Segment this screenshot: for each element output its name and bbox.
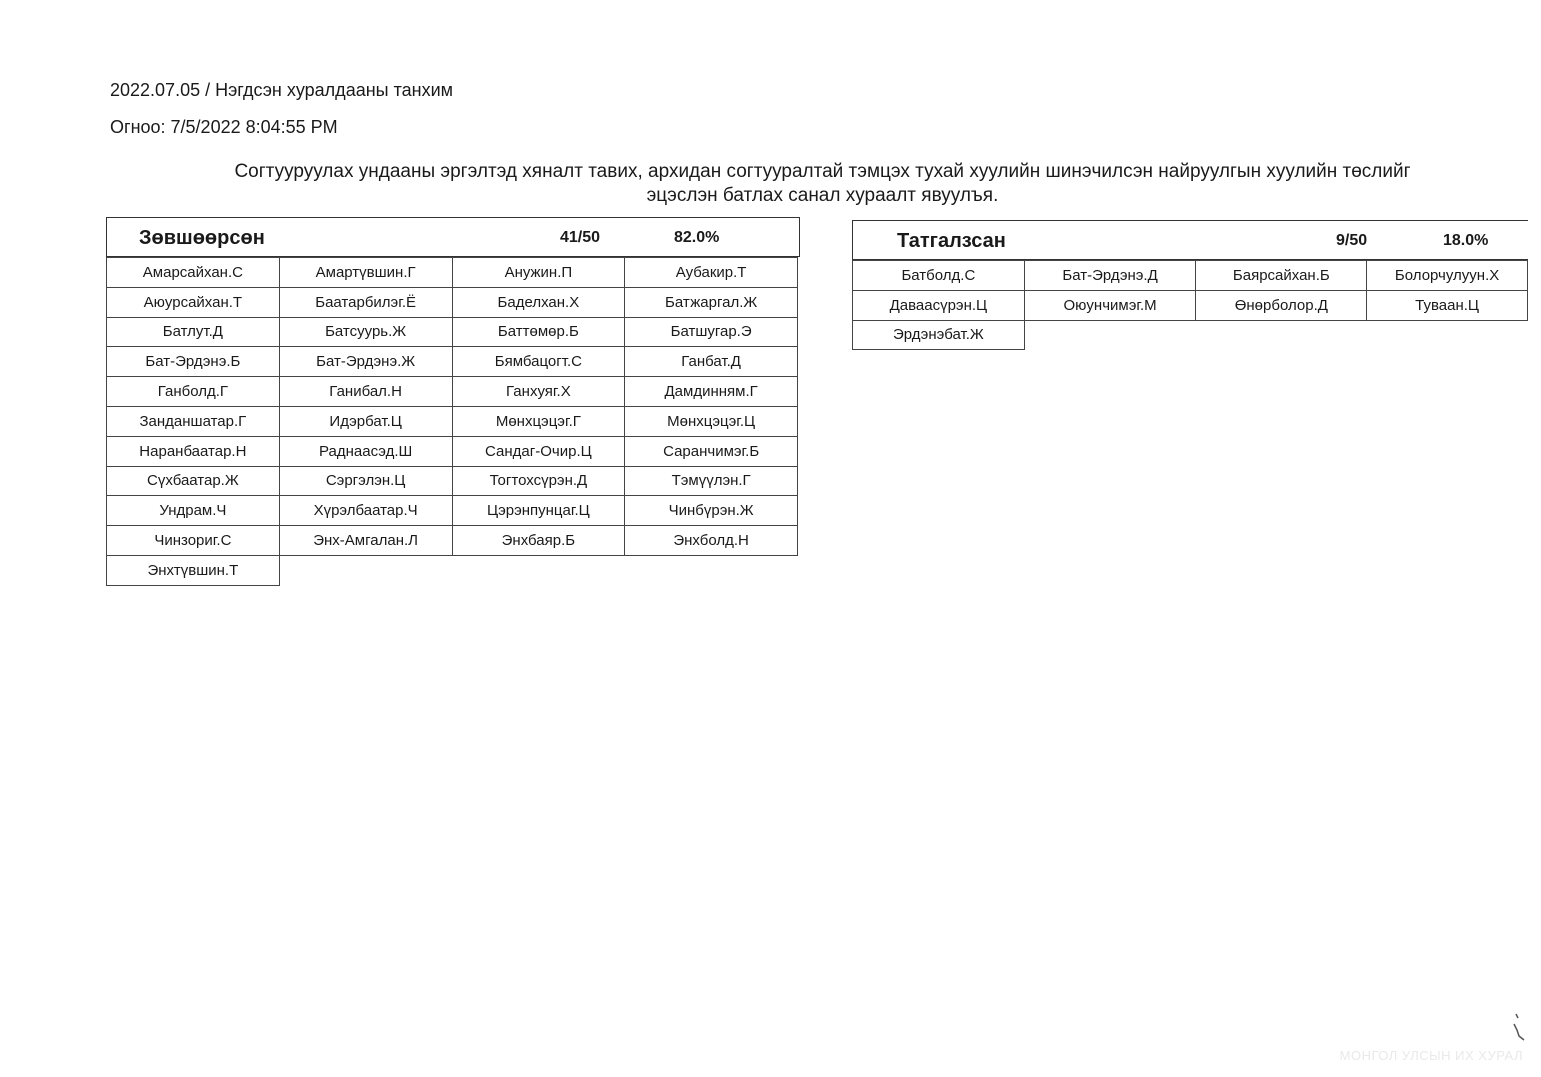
table-row [107,555,798,585]
rejected-label: Татгалзсан [897,230,1006,252]
table-row [107,496,798,526]
empty-cell [1196,320,1367,350]
member-name: Батболд.С [853,261,1025,291]
member-name: Мөнхцэцэг.Ц [625,406,798,436]
member-name: Батжаргал.Ж [625,287,798,317]
member-name: Цэрэнпунцаг.Ц [452,496,625,526]
table-row [107,436,798,466]
member-name: Болорчулуун.Х [1367,261,1528,291]
member-name: Энхтүвшин.Т [107,555,280,585]
empty-cell [625,555,798,585]
table-row [853,290,1528,320]
member-name: Оюунчимэг.М [1024,290,1196,320]
member-name: Тэмүүлэн.Г [625,466,798,496]
table-row [107,526,798,556]
member-name: Энхболд.Н [625,526,798,556]
member-name: Идэрбат.Ц [279,406,452,436]
member-name: Бат-Эрдэнэ.Б [107,347,280,377]
member-name: Өнөрболор.Д [1196,290,1367,320]
member-name: Аюурсайхан.Т [107,287,280,317]
member-name: Тогтохсүрэн.Д [452,466,625,496]
member-name: Сэргэлэн.Ц [279,466,452,496]
member-name: Баярсайхан.Б [1196,261,1367,291]
member-name: Батсуурь.Ж [279,317,452,347]
table-row [107,347,798,377]
member-name: Занданшатар.Г [107,406,280,436]
member-name: Чинзориг.С [107,526,280,556]
table-row [107,406,798,436]
member-name: Ундрам.Ч [107,496,280,526]
member-name: Баделхан.Х [452,287,625,317]
member-name: Ганибал.Н [279,377,452,407]
member-name: Сүхбаатар.Ж [107,466,280,496]
approved-count: 41/50 [560,229,601,246]
rejected-percent: 18.0% [1443,232,1489,249]
approved-header [106,217,800,257]
member-name: Бямбацогт.С [452,347,625,377]
member-name: Хүрэлбаатар.Ч [279,496,452,526]
member-name: Анужин.П [452,258,625,288]
approved-percent: 82.0% [674,229,720,246]
member-name: Дамдинням.Г [625,377,798,407]
member-name: Ганболд.Г [107,377,280,407]
table-row [853,261,1528,291]
rejected-header [852,220,1528,260]
vote-title-line-1: Согтууруулах ундааны эргэлтэд хяналт тавих, архидан согтууралтай тэмцэх тухай хуулийн шинэчилсэн найруулгын хуулийн төслийг [234,161,1411,182]
member-name: Чинбүрэн.Ж [625,496,798,526]
member-name: Туваан.Ц [1367,290,1528,320]
member-name: Даваасүрэн.Ц [853,290,1025,320]
empty-cell [1024,320,1196,350]
vote-title-line-2: эцэслэн батлах санал хураалт явуулъя. [646,185,999,206]
member-name: Эрдэнэбат.Ж [853,320,1025,350]
member-name: Раднаасэд.Ш [279,436,452,466]
empty-cell [1367,320,1528,350]
member-name: Наранбаатар.Н [107,436,280,466]
member-name: Баатарбилэг.Ё [279,287,452,317]
member-name: Амарсайхан.С [107,258,280,288]
empty-cell [452,555,625,585]
session-info: 2022.07.05 / Нэгдсэн хуралдааны танхим [110,80,454,100]
member-name: Амартүвшин.Г [279,258,452,288]
member-name: Батшугар.Э [625,317,798,347]
member-name: Батлут.Д [107,317,280,347]
table-row [107,287,798,317]
date-line: Огноо: 7/5/2022 8:04:55 PM [110,117,338,137]
member-name: Сандаг-Очир.Ц [452,436,625,466]
table-row [107,317,798,347]
table-row [853,320,1528,350]
empty-cell [279,555,452,585]
member-name: Баттөмөр.Б [452,317,625,347]
member-name: Бат-Эрдэнэ.Д [1024,261,1196,291]
vote-title [130,160,1515,208]
signature-mark [1512,1012,1526,1042]
approved-label: Зөвшөөрсөн [139,227,265,249]
table-row [107,466,798,496]
member-name: Ганхуяг.Х [452,377,625,407]
watermark: МОНГОЛ УЛСЫН ИХ ХУРАЛ [1339,1048,1523,1063]
member-name: Аубакир.Т [625,258,798,288]
member-name: Мөнхцэцэг.Г [452,406,625,436]
table-row [107,258,798,288]
member-name: Саранчимэг.Б [625,436,798,466]
member-name: Энхбаяр.Б [452,526,625,556]
rejected-count: 9/50 [1336,232,1368,249]
member-name: Ганбат.Д [625,347,798,377]
approved-names-table [106,257,798,586]
member-name: Бат-Эрдэнэ.Ж [279,347,452,377]
member-name: Энх-Амгалан.Л [279,526,452,556]
rejected-names-table [852,260,1528,350]
table-row [107,377,798,407]
